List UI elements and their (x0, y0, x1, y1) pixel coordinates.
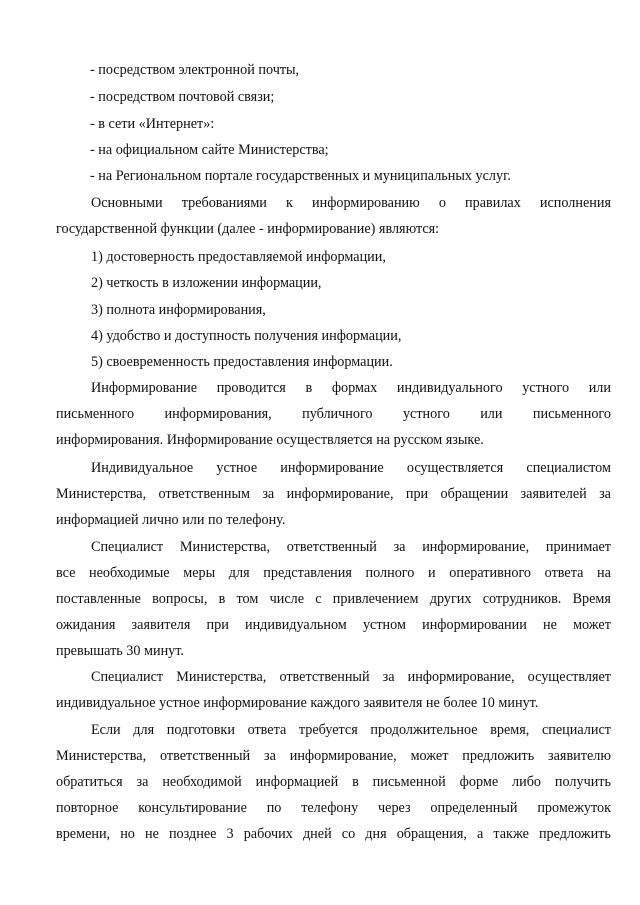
word: полного (365, 565, 415, 581)
word: ожидания (56, 617, 116, 633)
word: подготовки (166, 722, 235, 738)
word: за (599, 486, 611, 502)
word: поставленные (56, 591, 141, 607)
word: обращении (440, 486, 509, 502)
word: информирование, (422, 539, 530, 555)
word: а (476, 826, 484, 842)
word: специалист (542, 722, 611, 738)
word: времени, (56, 826, 111, 842)
paragraph-specialist-line-5: превышать 30 минут. (56, 643, 184, 659)
requirements-intro-line (91, 194, 611, 212)
word: ответственный (279, 669, 370, 685)
word: ответственный (160, 748, 251, 764)
word: Индивидуальное (91, 460, 194, 476)
word: устное (216, 460, 258, 476)
word: информирование, (289, 748, 397, 764)
word: привлечением (332, 591, 419, 607)
word: Министерства, (176, 669, 267, 685)
word: письменной (372, 774, 446, 790)
word: информирование, (407, 669, 515, 685)
paragraph-time-limit-line-1 (91, 668, 611, 686)
word: время, (490, 722, 530, 738)
word: заявителю (548, 748, 611, 764)
word: на (597, 565, 611, 581)
word: индивидуального (396, 380, 503, 396)
word: не (144, 826, 159, 842)
paragraph-time-limit-line-2: индивидуальное устное информирование каждого заявителя не более 10 минут. (56, 695, 539, 711)
word: Специалист (91, 539, 164, 555)
word: информировании (422, 617, 527, 633)
word: ответа (544, 565, 584, 581)
list-item-email: - посредством электронной почты, (90, 62, 300, 78)
paragraph-specialist-line-3 (56, 590, 611, 608)
word: либо (512, 774, 542, 790)
word: за (136, 774, 149, 790)
word: или (480, 406, 503, 422)
list-item-internet: - в сети «Интернет»: (90, 116, 215, 132)
word: том (236, 591, 259, 607)
word: правилах (465, 195, 521, 211)
word: информацией (255, 774, 339, 790)
requirement-item-5: 5) своевременность предоставления информации. (91, 354, 393, 370)
paragraph-extended-line-4 (56, 799, 611, 817)
word: определенный (430, 800, 518, 816)
word: рабочих (243, 826, 293, 842)
word: устном (362, 617, 406, 633)
word: требуется (298, 722, 358, 738)
paragraph-individual-line-1 (91, 459, 611, 477)
word: письменного (532, 406, 611, 422)
word: необходимые (89, 565, 170, 581)
requirements-intro-continuation: государственной функции (далее - информирование) являются: (56, 221, 440, 237)
word: за (262, 486, 275, 502)
list-item-post: - посредством почтовой связи; (90, 89, 275, 105)
word: сотрудников. (482, 591, 562, 607)
word: дня (365, 826, 387, 842)
word: в (218, 591, 226, 607)
word: обратиться (56, 774, 123, 790)
word: при (405, 486, 429, 502)
word: информированию (312, 195, 420, 211)
word: продолжительное (370, 722, 478, 738)
word: дней (302, 826, 332, 842)
word: о (438, 195, 446, 211)
word: и (428, 565, 436, 581)
word: требованиями (181, 195, 267, 211)
word: информирование, (286, 486, 394, 502)
requirement-item-4: 4) удобство и доступность получения информации, (91, 328, 402, 344)
word: за (382, 669, 395, 685)
word: получить (554, 774, 611, 790)
requirement-item-2: 2) четкость в изложении информации, (91, 275, 322, 291)
word: для (228, 565, 250, 581)
word: вопросы, (152, 591, 208, 607)
word: к (286, 195, 293, 211)
word: Министерства, (179, 539, 270, 555)
paragraph-extended-line-1 (91, 721, 611, 739)
word: проводится (216, 380, 286, 396)
paragraph-forms-line-3: информирования. Информирование осуществляется на русском языке. (56, 432, 484, 448)
word: осуществляется (406, 460, 504, 476)
word: за (393, 539, 406, 555)
word: может (573, 617, 611, 633)
paragraph-extended-line-3 (56, 773, 611, 791)
word: в (305, 380, 313, 396)
word: информирования, (164, 406, 272, 422)
word: но (120, 826, 135, 842)
word: Если (91, 722, 121, 738)
word: промежуток (537, 800, 611, 816)
word: 3 (226, 826, 234, 842)
word: ответственный (286, 539, 377, 555)
paragraph-forms-line-1 (91, 379, 611, 397)
word: письменного (56, 406, 135, 422)
word: представления (263, 565, 352, 581)
word: Министерства, (56, 486, 147, 502)
list-item-regional-portal: - на Региональном портале государственных и муниципальных услуг. (90, 168, 511, 184)
word: информирование (280, 460, 384, 476)
word: Время (572, 591, 611, 607)
word: ответа (247, 722, 287, 738)
paragraph-individual-line-3: информацией лично или по телефону. (56, 512, 286, 528)
word: за (263, 748, 276, 764)
word: при (206, 617, 229, 633)
word: позднее (168, 826, 217, 842)
word: устного (522, 380, 570, 396)
word: заявителей (520, 486, 587, 502)
paragraph-individual-line-2 (56, 485, 611, 503)
word: не (543, 617, 557, 633)
word: других (429, 591, 472, 607)
word: Министерства, (56, 748, 147, 764)
word: предложить (462, 748, 535, 764)
word: заявителя (131, 617, 191, 633)
word: для (133, 722, 155, 738)
word: необходимой (162, 774, 242, 790)
word: консультирование (138, 800, 247, 816)
paragraph-extended-line-2 (56, 747, 611, 765)
word: может (410, 748, 449, 764)
word: со (341, 826, 356, 842)
word: осуществляет (527, 669, 611, 685)
paragraph-forms-line-2 (56, 405, 611, 423)
word: через (378, 800, 411, 816)
paragraph-extended-line-5 (56, 825, 611, 843)
word: Основными (91, 195, 163, 211)
word: принимает (545, 539, 611, 555)
word: Информирование (91, 380, 198, 396)
word: предложить (538, 826, 611, 842)
word: ответственным (158, 486, 250, 502)
word: также (493, 826, 529, 842)
word: Специалист (91, 669, 164, 685)
requirement-item-3: 3) полнота информирования, (91, 302, 266, 318)
word: специалистом (526, 460, 611, 476)
word: обращения, (396, 826, 467, 842)
word: устного (402, 406, 450, 422)
word: формах (331, 380, 378, 396)
word: все (56, 565, 76, 581)
requirement-item-1: 1) достоверность предоставляемой информации, (91, 249, 386, 265)
word: индивидуальном (245, 617, 347, 633)
paragraph-specialist-line-1 (91, 538, 611, 556)
word: меры (183, 565, 216, 581)
word: в (352, 774, 359, 790)
word: с (315, 591, 322, 607)
word: форме (459, 774, 499, 790)
word: оперативного (449, 565, 532, 581)
word: исполнения (539, 195, 611, 211)
word: телефону (301, 800, 359, 816)
word: по (266, 800, 282, 816)
paragraph-specialist-line-2 (56, 564, 611, 582)
word: или (588, 380, 611, 396)
paragraph-specialist-line-4 (56, 616, 611, 634)
list-item-ministry-site: - на официальном сайте Министерства; (90, 142, 329, 158)
word: повторное (56, 800, 119, 816)
word: числе (269, 591, 305, 607)
word: публичного (302, 406, 373, 422)
